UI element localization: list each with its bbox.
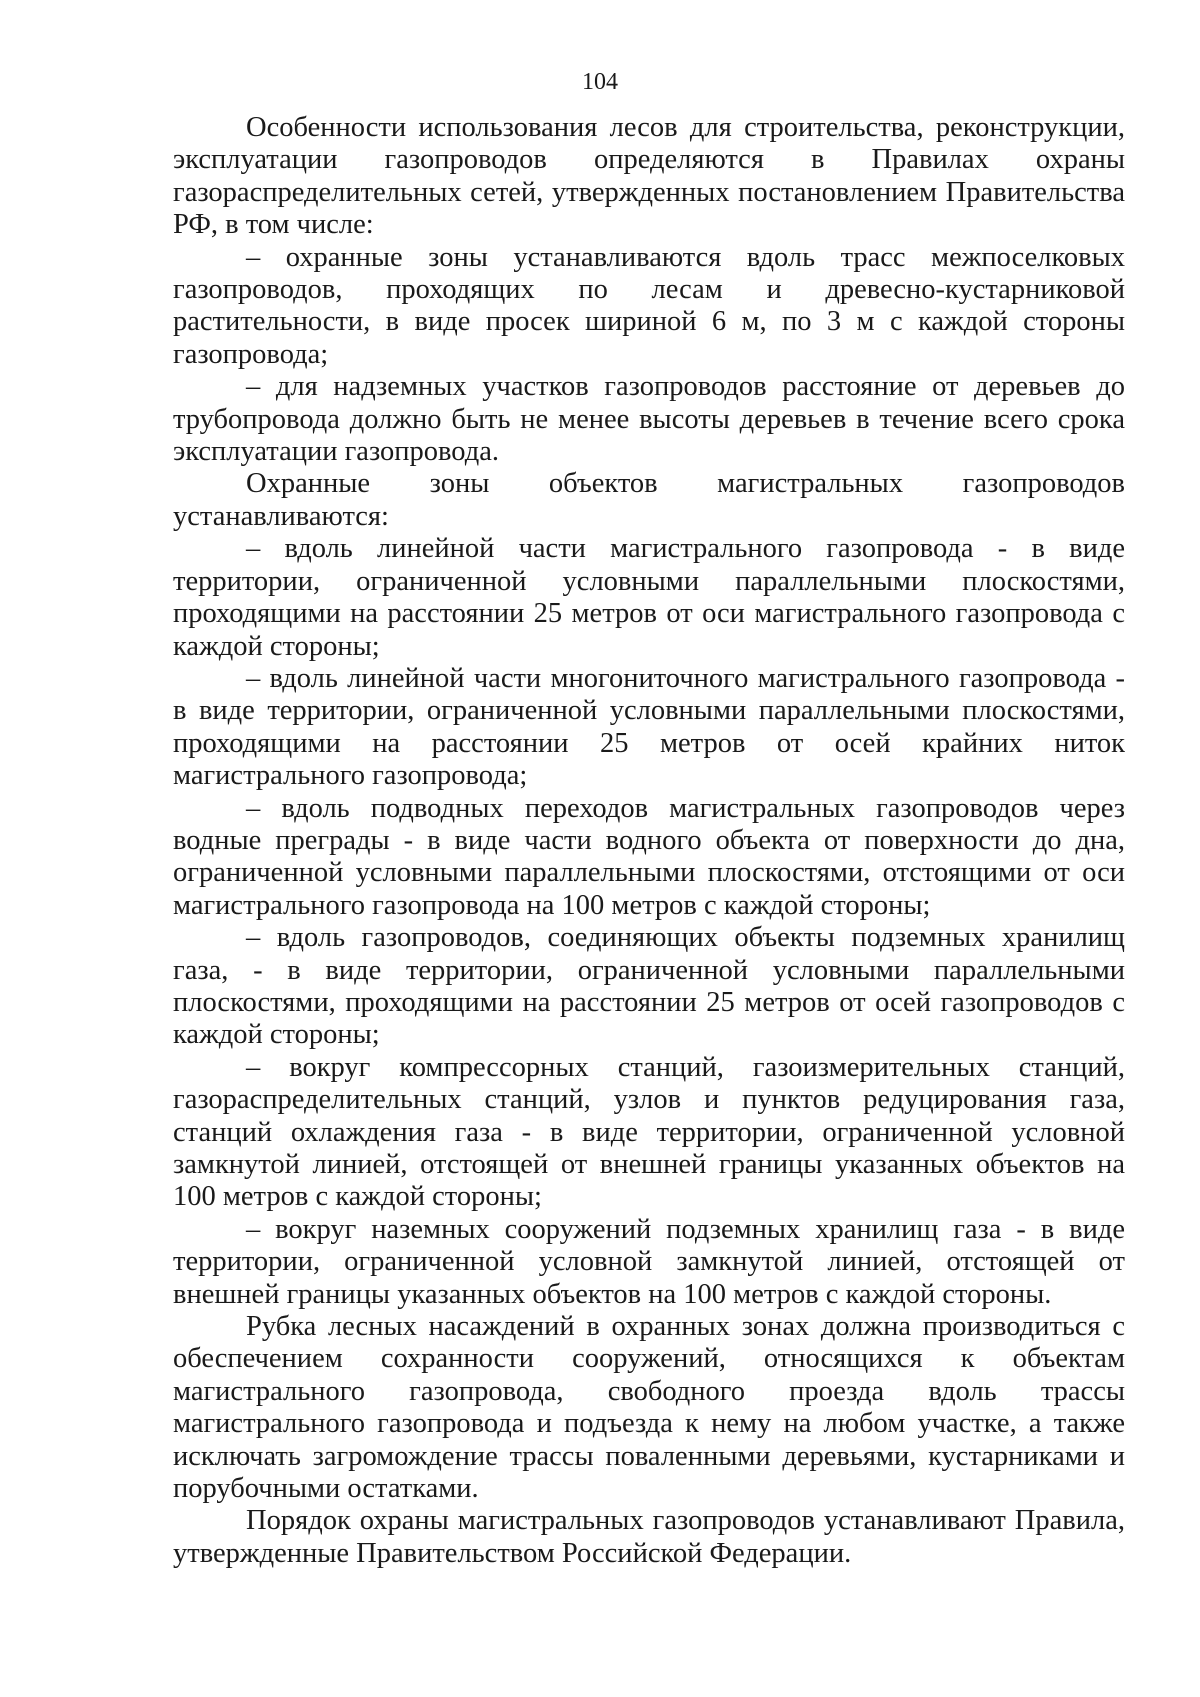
paragraph-body: Рубка лесных насаждений в охранных зонах должна производиться с обеспечением сохранности сооружений, относящихся к объектам магистрального газопровода, свободного проезда вдоль трассы магистрального газопровода и подъезда к нему на любом участке, а также исключать загромождение трассы поваленными деревьями, кустарниками и порубочными остатками. — [173, 1311, 1125, 1505]
paragraph-intro: Особенности использования лесов для строительства, реконструкции, эксплуатации газопроводов определяются в Правилах охраны газораспределительных сетей, утвержденных постановлением Правительства РФ, в том числе: — [173, 112, 1125, 241]
paragraph-item: – для надземных участков газопроводов расстояние от деревьев до трубопровода должно быть не менее высоты деревьев в течение всего срока эксплуатации газопровода. — [173, 371, 1125, 468]
paragraph-item: – вдоль подводных переходов магистральных газопроводов через водные преграды - в виде части водного объекта от поверхности до дна, ограниченной условными параллельными плоскостями, отстоящими от оси магистрального газопровода на 100 метров с каждой стороны; — [173, 792, 1125, 921]
paragraph-item: – вдоль линейной части многониточного магистрального газопровода - в виде территории, ограниченной условными параллельными плоскостями, проходящими на расстоянии 25 метров от осей крайних ниток магистрального газопровода; — [173, 662, 1125, 792]
page-number: 104 — [582, 69, 618, 95]
paragraph-item: – вокруг компрессорных станций, газоизмерительных станций, газораспределительных станций, узлов и пунктов редуцирования газа, станций охлаждения газа - в виде территории, ограниченной условной замкнутой линией, отстоящей от внешней границы указанных объектов на 100 метров с каждой стороны; — [173, 1051, 1125, 1213]
paragraph-item: – вдоль линейной части магистрального газопровода - в виде территории, ограниченной условными параллельными плоскостями, проходящими на расстоянии 25 метров от оси магистрального газопровода с каждой стороны; — [173, 533, 1125, 662]
paragraph-item: – охранные зоны устанавливаются вдоль трасс межпоселковых газопроводов, проходящих по лесам и древесно-кустарниковой растительности, в виде просек шириной 6 м, по 3 м с каждой стороны газопровода; — [173, 241, 1125, 370]
paragraph-heading: Охранные зоны объектов магистральных газопроводов устанавливаются: — [173, 468, 1125, 532]
paragraph-item: – вокруг наземных сооружений подземных хранилищ газа - в виде территории, ограниченной условной замкнутой линией, отстоящей от внешней границы указанных объектов на 100 метров с каждой стороны. — [173, 1213, 1125, 1310]
paragraph-body: Порядок охраны магистральных газопроводов устанавливают Правила, утвержденные Правительством Российской Федерации. — [173, 1505, 1125, 1569]
paragraph-item: – вдоль газопроводов, соединяющих объекты подземных хранилищ газа, - в виде территории, ограниченной условными параллельными плоскостями, проходящими на расстоянии 25 метров от осей газопроводов с каждой стороны; — [173, 922, 1125, 1051]
page-body — [173, 112, 1125, 1570]
